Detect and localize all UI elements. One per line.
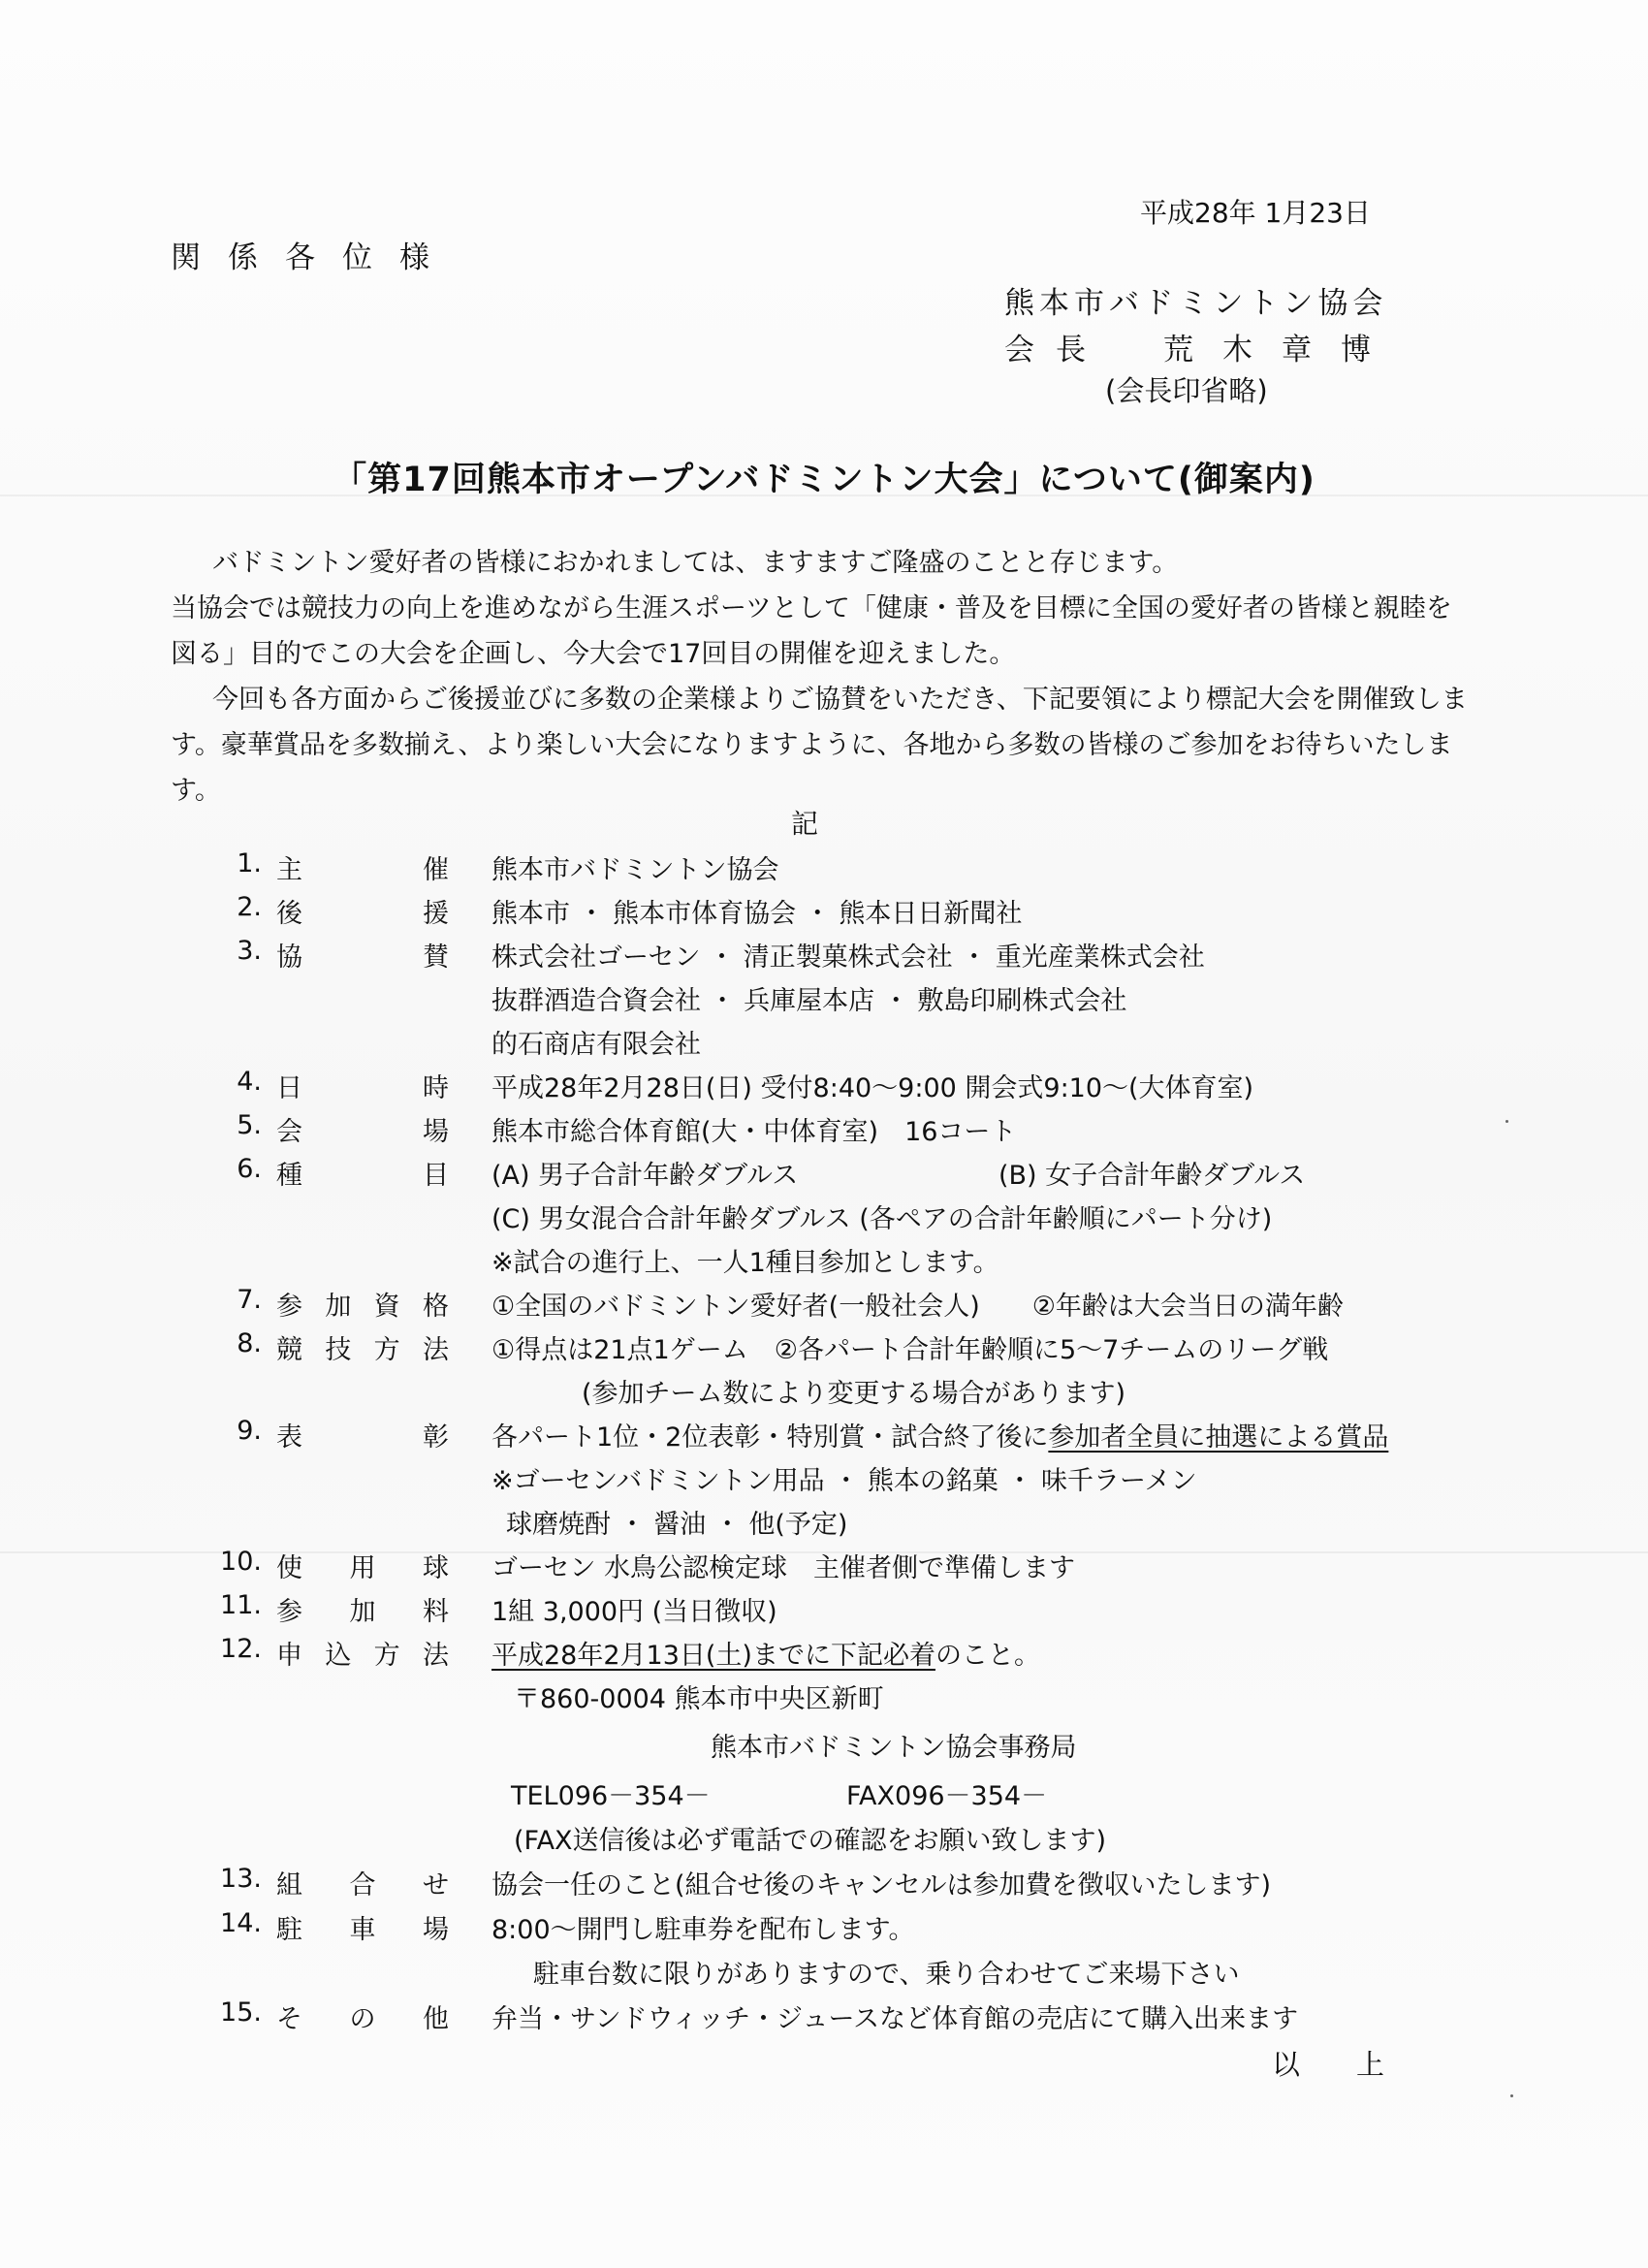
president-name: 荒木章博 (1163, 333, 1400, 367)
item-value: ※ゴーセンバドミントン用品 ・ 熊本の銘菓 ・ 味千ラーメン (491, 1466, 1197, 1496)
sender-president (1004, 325, 1400, 368)
item-number: 11. (220, 1590, 262, 1620)
body-paragraph: 当協会では競技力の向上を進めながら生涯スポーツとして「健康・普及を目標に全国の愛好者の皆様と親睦を図る」目的でこの大会を企画し、今大会で17回目の開催を迎えました。 (171, 593, 1452, 669)
item-label: 駐 車 場 (276, 1915, 449, 1945)
item-number: 12. (220, 1634, 262, 1664)
item-label: 後 援 (276, 899, 449, 929)
sender-organization: 熊本市バドミントン協会 (1004, 286, 1388, 321)
document-title: 「第17回熊本市オープンバドミントン大会」について(御案内) (333, 461, 1315, 499)
item-number: 14. (220, 1908, 262, 1938)
item-value-underlined: 平成28年2月13日(土)までに下記必着 (491, 1641, 935, 1671)
president-role: 会長 (1004, 333, 1107, 367)
item-value: (FAX送信後は必ず電話での確認をお願い致します) (514, 1826, 1107, 1856)
item-value: 球磨焼酎 ・ 醤油 ・ 他(予定) (506, 1510, 848, 1540)
item-label: 日 時 (276, 1073, 449, 1103)
item-value (491, 1634, 1040, 1672)
item-value: 平成28年2月28日(日) 受付8:40～9:00 開会式9:10～(大体育室) (491, 1073, 1254, 1103)
item-value: 的石商店有限会社 (491, 1030, 701, 1060)
item-label: 申 込 方 法 (276, 1641, 449, 1671)
item-label: 会 場 (276, 1117, 449, 1147)
item-label: 組 合 せ (276, 1870, 449, 1901)
item-label: 使 用 球 (276, 1553, 449, 1583)
item-number: 3. (237, 936, 262, 966)
item-label: そ の 他 (276, 2004, 449, 2034)
closing-mark: 以上 (1272, 2048, 1442, 2081)
item-number: 2. (237, 892, 262, 922)
item-label: 協 賛 (276, 942, 449, 973)
body-paragraph: 今回も各方面からご後援並びに多数の企業様よりご協賛をいただき、下記要領により標記大会を開催致します。豪華賞品を多数揃え、より楽しい大会になりますように、各地から多数の皆様のご参加をお待ちいたします。 (171, 685, 1468, 806)
item-label: 主 催 (276, 855, 449, 885)
item-number: 4. (237, 1067, 262, 1097)
item-value: 1組 3,000円 (当日徴収) (491, 1597, 777, 1627)
item-number: 15. (220, 1997, 262, 2028)
item-value-underlined: 参加者全員に抽選による賞品 (1048, 1422, 1389, 1453)
item-value (491, 1416, 1388, 1453)
body-paragraph: バドミントン愛好者の皆様におかれましては、ますますご隆盛のことと存じます。 (212, 548, 1179, 578)
item-value: 協会一任のこと(組合せ後のキャンセルは参加費を徴収いたします) (491, 1870, 1272, 1901)
item-label: 種 目 (276, 1161, 449, 1191)
item-value: ゴーセン 水鳥公認検定球 主催者側で準備します (491, 1553, 1076, 1583)
item-value: ①得点は21点1ゲーム ②各パート合計年齢順に5～7チームのリーグ戦 (491, 1335, 1329, 1365)
scan-speck (1505, 1120, 1508, 1123)
item-value: ※試合の進行上、一人1種目参加とします。 (491, 1248, 999, 1278)
item-value: 弁当・サンドウィッチ・ジュースなど体育館の売店にて購入出来ます (491, 2004, 1299, 2034)
item-value: ①全国のバドミントン愛好者(一般社会人) ②年齢は大会当日の満年齢 (491, 1292, 1344, 1322)
item-value: 熊本市総合体育館(大・中体育室) 16コート (491, 1117, 1017, 1147)
ki-heading: 記 (790, 808, 818, 840)
item-label: 競 技 方 法 (276, 1335, 449, 1365)
item-value: 抜群酒造合資会社 ・ 兵庫屋本店 ・ 敷島印刷株式会社 (491, 986, 1127, 1016)
item-label: 参 加 資 格 (276, 1292, 449, 1322)
item-value-text: のこと。 (935, 1641, 1040, 1671)
fax-number: FAX096－354－ (846, 1781, 1048, 1811)
item-label: 表 彰 (276, 1422, 449, 1453)
item-number: 8. (237, 1328, 262, 1358)
item-number: 5. (237, 1110, 262, 1140)
item-value-text: 各パート1位・2位表彰・特別賞・試合終了後に (491, 1422, 1049, 1453)
item-value: (B) 女子合計年齢ダブルス (998, 1161, 1306, 1191)
tel-number: TEL096－354－ (511, 1781, 711, 1811)
item-number: 7. (237, 1285, 262, 1315)
item-value: (C) 男女混合合計年齢ダブルス (各ペアの合計年齢順にパート分け) (491, 1204, 1273, 1234)
office-name: 熊本市バドミントン協会事務局 (711, 1733, 1077, 1763)
postal-address: 〒860-0004 熊本市中央区新町 (514, 1684, 884, 1714)
item-value: 熊本市バドミントン協会 (491, 855, 779, 885)
item-number: 9. (237, 1416, 262, 1446)
item-value: 駐車台数に限りがありますので、乗り合わせてご来場下さい (533, 1960, 1240, 1990)
recipient: 関係各位様 (171, 240, 457, 275)
item-value: (A) 男子合計年齢ダブルス (491, 1161, 799, 1191)
item-value: 株式会社ゴーセン ・ 清正製菓株式会社 ・ 重光産業株式会社 (491, 942, 1205, 973)
item-number: 10. (220, 1547, 262, 1577)
body-text (171, 540, 1470, 814)
item-label: 参 加 料 (276, 1597, 449, 1627)
item-value: (参加チーム数により変更する場合があります) (582, 1379, 1126, 1409)
item-number: 13. (220, 1864, 262, 1894)
scan-speck (1510, 2094, 1513, 2097)
item-number: 6. (237, 1154, 262, 1184)
item-number: 1. (237, 848, 262, 878)
seal-note: (会長印省略) (1105, 374, 1268, 407)
document-date: 平成28年 1月23日 (1140, 197, 1371, 229)
item-value: 熊本市 ・ 熊本市体育協会 ・ 熊本日日新聞社 (491, 899, 1023, 929)
item-value: 8:00～開門し駐車券を配布します。 (491, 1915, 915, 1945)
